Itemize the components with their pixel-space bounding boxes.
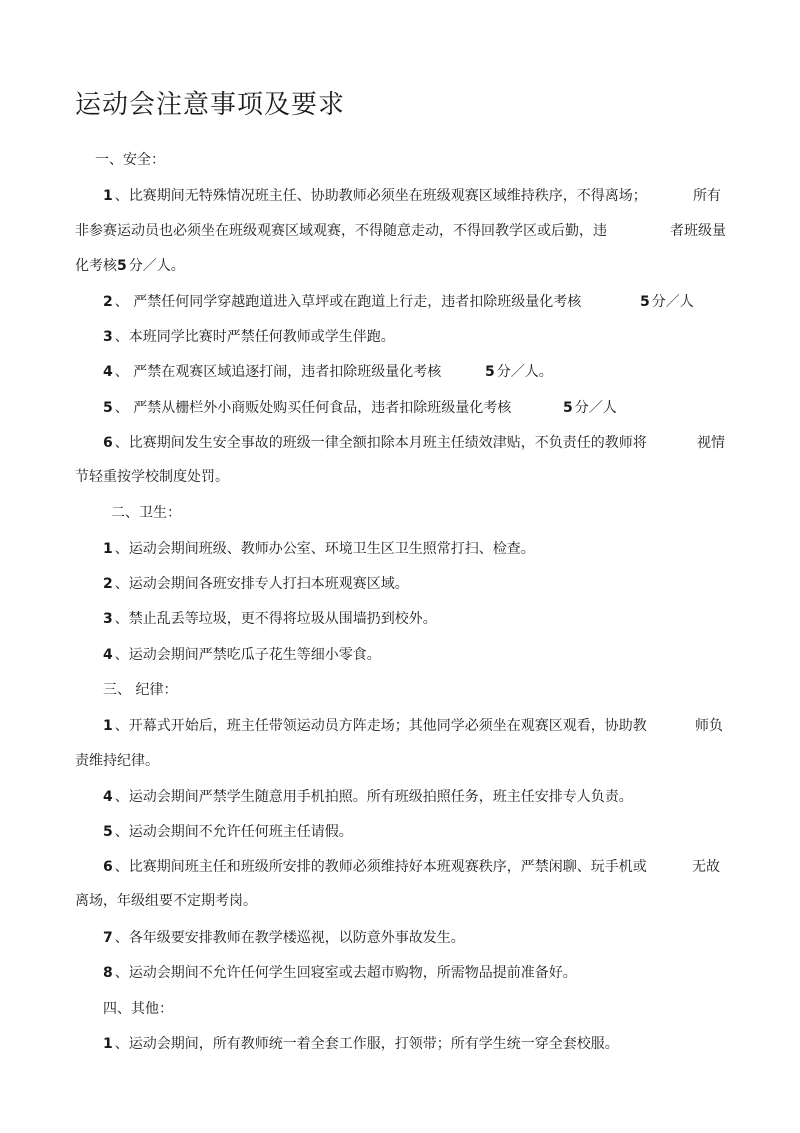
item-text: 、比赛期间班主任和班级所安排的教师必须维持好本班观赛秩序，严禁闲聊、玩手机或	[114, 859, 647, 875]
list-item	[103, 1034, 619, 1054]
list-item	[103, 292, 581, 312]
points-label	[485, 362, 553, 382]
list-item	[103, 186, 647, 206]
item-number: 4	[103, 364, 113, 380]
item-text: 、运动会期间，所有教师统一着全套工作服，打领带；所有学生统一穿全套校服。	[114, 1036, 619, 1052]
list-item	[103, 327, 395, 347]
item-number: 5	[103, 824, 113, 840]
item-text: 、运动会期间各班安排专人打扫本班观赛区域。	[114, 576, 409, 592]
section-heading-text: 四、其他：	[103, 1001, 173, 1017]
points-label	[640, 292, 694, 312]
section-heading-other	[103, 999, 173, 1019]
item-number: 1	[103, 1036, 113, 1052]
item-text: 、比赛期间发生安全事故的班级一律全额扣除本月班主任绩效津贴，不负责任的教师将	[114, 435, 647, 451]
item-number: 6	[103, 859, 113, 875]
item-number: 1	[103, 188, 113, 204]
item-number: 2	[103, 294, 113, 310]
item-text: 、运动会期间严禁学生随意用手机拍照。所有班级拍照任务，班主任安排专人负责。	[114, 789, 633, 805]
list-item	[103, 716, 647, 736]
item-number: 3	[103, 329, 113, 345]
points-unit: 分／人	[574, 400, 617, 416]
item-text: 、比赛期间无特殊情况班主任、协助教师必须坐在班级观赛区域维持秩序，不得离场；	[114, 188, 647, 204]
item-number: 7	[103, 930, 113, 946]
item-text-continuation: 所有	[693, 188, 721, 204]
item-text: 、禁止乱丢等垃圾，更不得将垃圾从围墙扔到校外。	[114, 611, 437, 627]
item-number: 8	[103, 965, 113, 981]
item-number: 4	[103, 789, 113, 805]
list-item	[103, 362, 441, 382]
item-text-line: 节轻重按学校制度处罚。	[75, 469, 229, 485]
item-number: 4	[103, 647, 113, 663]
list-item	[103, 787, 633, 807]
list-item	[103, 645, 381, 665]
item-text: 、运动会期间不允许任何学生回寝室或去超市购物，所需物品提前准备好。	[114, 965, 577, 981]
list-item	[103, 609, 437, 629]
item-number: 3	[103, 611, 113, 627]
item-text: 非参赛运动员也必须坐在班级观赛区域观赛，不得随意走动，不得回教学区或后勤，违	[75, 223, 607, 239]
item-text-line	[75, 221, 607, 241]
item-text: 化考核	[75, 258, 117, 274]
item-text-line: 离场，年级组要不定期考岗。	[75, 893, 257, 909]
points-unit: 分／人	[651, 294, 694, 310]
document-title: 运动会注意事项及要求	[75, 90, 346, 120]
section-heading-safety	[95, 150, 165, 170]
item-text: 、 严禁从栅栏外小商贩处购买任何食品，违者扣除班级量化考核	[114, 400, 512, 416]
points-value: 5	[485, 364, 495, 380]
item-number: 1	[103, 541, 113, 557]
item-text: 、开幕式开始后，班主任带领运动员方阵走场；其他同学必须坐在观赛区观看，协助教	[114, 718, 647, 734]
item-text: 、 严禁在观赛区域追逐打闹，违者扣除班级量化考核	[114, 364, 442, 380]
points-unit: 分／人。	[128, 258, 185, 274]
section-heading-text: 三、 纪律：	[103, 682, 178, 698]
item-text-line: 责维持纪律。	[75, 753, 159, 769]
item-text: 、本班同学比赛时严禁任何教师或学生伴跑。	[114, 329, 395, 345]
points-value: 5	[563, 400, 573, 416]
item-text: 、运动会期间班级、教师办公室、环境卫生区卫生照常打扫、检查。	[114, 541, 535, 557]
points-unit: 分／人。	[496, 364, 553, 380]
section-heading-hygiene	[111, 503, 181, 523]
item-text-continuation: 无故	[692, 859, 720, 875]
list-item	[103, 539, 535, 559]
section-heading-text: 二、卫生：	[111, 505, 181, 521]
points-value: 5	[117, 258, 127, 274]
list-item	[103, 822, 353, 842]
list-item	[103, 433, 647, 453]
points-label	[563, 398, 617, 418]
item-text-continuation: 者班级量	[670, 223, 726, 239]
list-item	[103, 398, 511, 418]
section-heading-text: 一、安全：	[95, 152, 165, 168]
section-heading-discipline	[103, 680, 177, 700]
item-text-continuation: 师负	[695, 718, 723, 734]
list-item	[103, 574, 409, 594]
item-text-line	[75, 256, 185, 276]
item-number: 5	[103, 400, 113, 416]
item-text: 、运动会期间不允许任何班主任请假。	[114, 824, 353, 840]
list-item	[103, 928, 465, 948]
list-item	[103, 857, 647, 877]
item-number: 6	[103, 435, 113, 451]
points-value: 5	[640, 294, 650, 310]
item-text: 、 严禁任何同学穿越跑道进入草坪或在跑道上行走，违者扣除班级量化考核	[114, 294, 582, 310]
list-item	[103, 963, 577, 983]
item-number: 2	[103, 576, 113, 592]
item-text: 、各年级要安排教师在教学楼巡视，以防意外事故发生。	[114, 930, 465, 946]
item-text: 、运动会期间严禁吃瓜子花生等细小零食。	[114, 647, 381, 663]
item-text-continuation: 视情	[697, 435, 725, 451]
item-number: 1	[103, 718, 113, 734]
